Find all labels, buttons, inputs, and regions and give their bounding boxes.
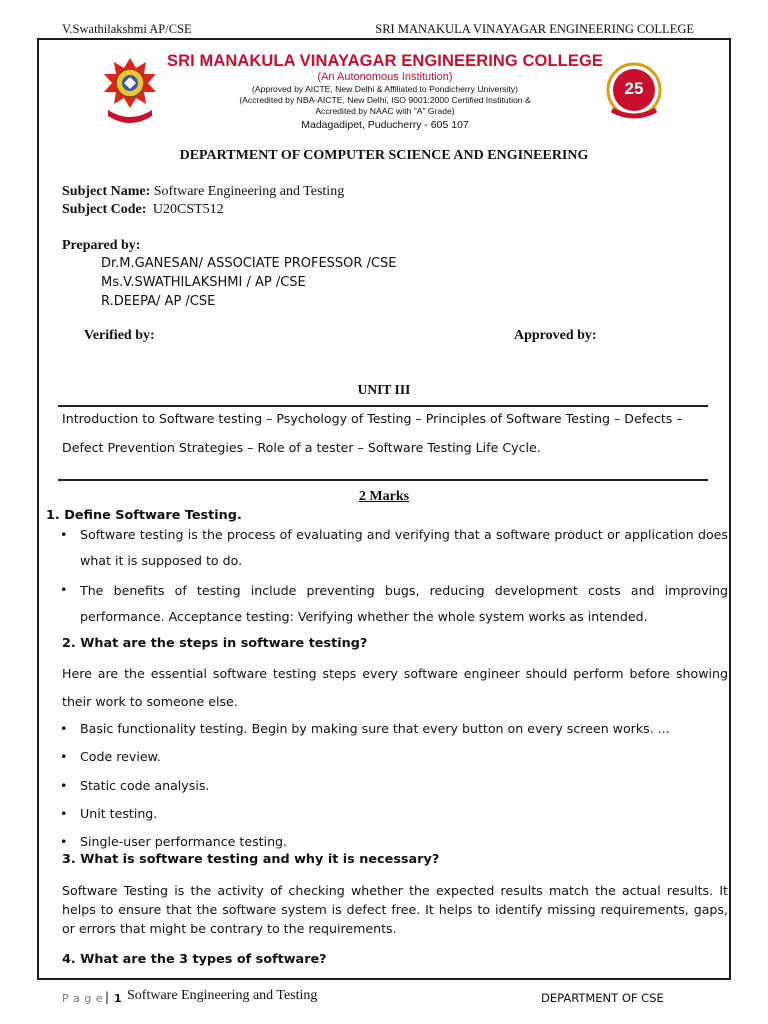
bullet: •: [60, 834, 68, 849]
bullet: •: [60, 582, 68, 597]
footer-page-label: P a g e: [62, 992, 104, 1005]
running-header-left: V.Swathilakshmi AP/CSE: [62, 22, 192, 36]
subject-name-value: Software Engineering and Testing: [153, 184, 345, 199]
accreditation-line-2: Accredited by NAAC with "A" Grade): [315, 106, 455, 116]
q3-answer: Software Testing is the activity of checking whether the expected results match the actual results. It helps to ensure that the software system is defect free. It helps to identify missing requirements, gaps, or errors that might be contrary to the requirements.: [62, 883, 728, 936]
subject-code-value: U20CST512: [152, 202, 224, 217]
q2-intro: Here are the essential software testing steps every software engineer should perform before showing their work to someone else.: [62, 666, 728, 709]
running-header-right: SRI MANAKULA VINAYAGAR ENGINEERING COLLEGE: [375, 22, 694, 36]
footer-page-number: 1: [114, 992, 122, 1005]
q2-step-5: Single-user performance testing.: [80, 834, 288, 849]
college-address: Madagadipet, Puducherry - 605 107: [301, 119, 469, 131]
question-4-title: 4. What are the 3 types of software?: [62, 952, 327, 967]
bullet: •: [60, 749, 68, 764]
anniversary-25-badge: [604, 60, 664, 124]
footer-subject: Software Engineering and Testing: [127, 988, 318, 1003]
badge-number: 25: [624, 79, 644, 98]
subject-code-label: Subject Code:: [62, 202, 147, 217]
preparer-3: R.DEEPA/ AP /CSE: [101, 294, 216, 309]
question-2-title: 2. What are the steps in software testing?: [62, 636, 368, 651]
syllabus-line-1: Introduction to Software testing – Psychology of Testing – Principles of Software Testing – Defects –: [62, 411, 683, 426]
question-3-title: 3. What is software testing and why it is necessary?: [62, 852, 440, 867]
approved-by-label: Approved by:: [514, 328, 597, 343]
divider-bottom: [58, 479, 708, 481]
unit-title: UNIT III: [357, 382, 411, 397]
approval-note: (Approved by AICTE, New Delhi & Affiliated to Pondicherry University): [252, 84, 518, 94]
subject-name-label: Subject Name:: [62, 184, 151, 199]
bullet: •: [60, 806, 68, 821]
verified-by-label: Verified by:: [84, 328, 155, 343]
q1-bullet-1: Software testing is the process of evaluating and verifying that a software product or application does what it is supposed to do.: [80, 527, 728, 568]
marks-heading: 2 Marks: [358, 489, 410, 504]
q1-bullet-2: The benefits of testing include preventing bugs, reducing development costs and improving performance. Acceptance testing: Verifying whether the whole system works as intended.: [80, 583, 728, 624]
preparer-2: Ms.V.SWATHILAKSHMI / AP /CSE: [101, 275, 306, 290]
bullet: •: [60, 527, 68, 542]
footer-department: DEPARTMENT OF CSE: [541, 991, 664, 1005]
college-emblem-logo: [100, 56, 160, 126]
bullet: •: [60, 778, 68, 793]
question-1-title: 1. Define Software Testing.: [46, 508, 242, 523]
q2-step-2: Code review.: [80, 749, 161, 764]
divider-top: [58, 405, 708, 407]
college-name: SRI MANAKULA VINAYAGAR ENGINEERING COLLEGE: [167, 52, 603, 70]
autonomous-note: (An Autonomous Institution): [317, 71, 453, 83]
prepared-by-label: Prepared by:: [62, 238, 141, 253]
q2-step-4: Unit testing.: [80, 806, 158, 821]
subject-code-row: [62, 202, 224, 218]
subject-name-row: [62, 184, 344, 200]
preparer-1: Dr.M.GANESAN/ ASSOCIATE PROFESSOR /CSE: [101, 256, 397, 271]
footer-separator: |: [105, 990, 110, 1004]
q2-step-3: Static code analysis.: [80, 778, 210, 793]
q2-step-1: Basic functionality testing. Begin by making sure that every button on every screen works. ...: [80, 721, 670, 736]
accreditation-line-1: (Accredited by NBA-AICTE, New Delhi, ISO 9001:2000 Certified Institution &: [239, 95, 531, 105]
department-title: DEPARTMENT OF COMPUTER SCIENCE AND ENGINEERING: [179, 148, 589, 163]
bullet: •: [60, 721, 68, 736]
syllabus-line-2: Defect Prevention Strategies – Role of a tester – Software Testing Life Cycle.: [62, 440, 541, 455]
